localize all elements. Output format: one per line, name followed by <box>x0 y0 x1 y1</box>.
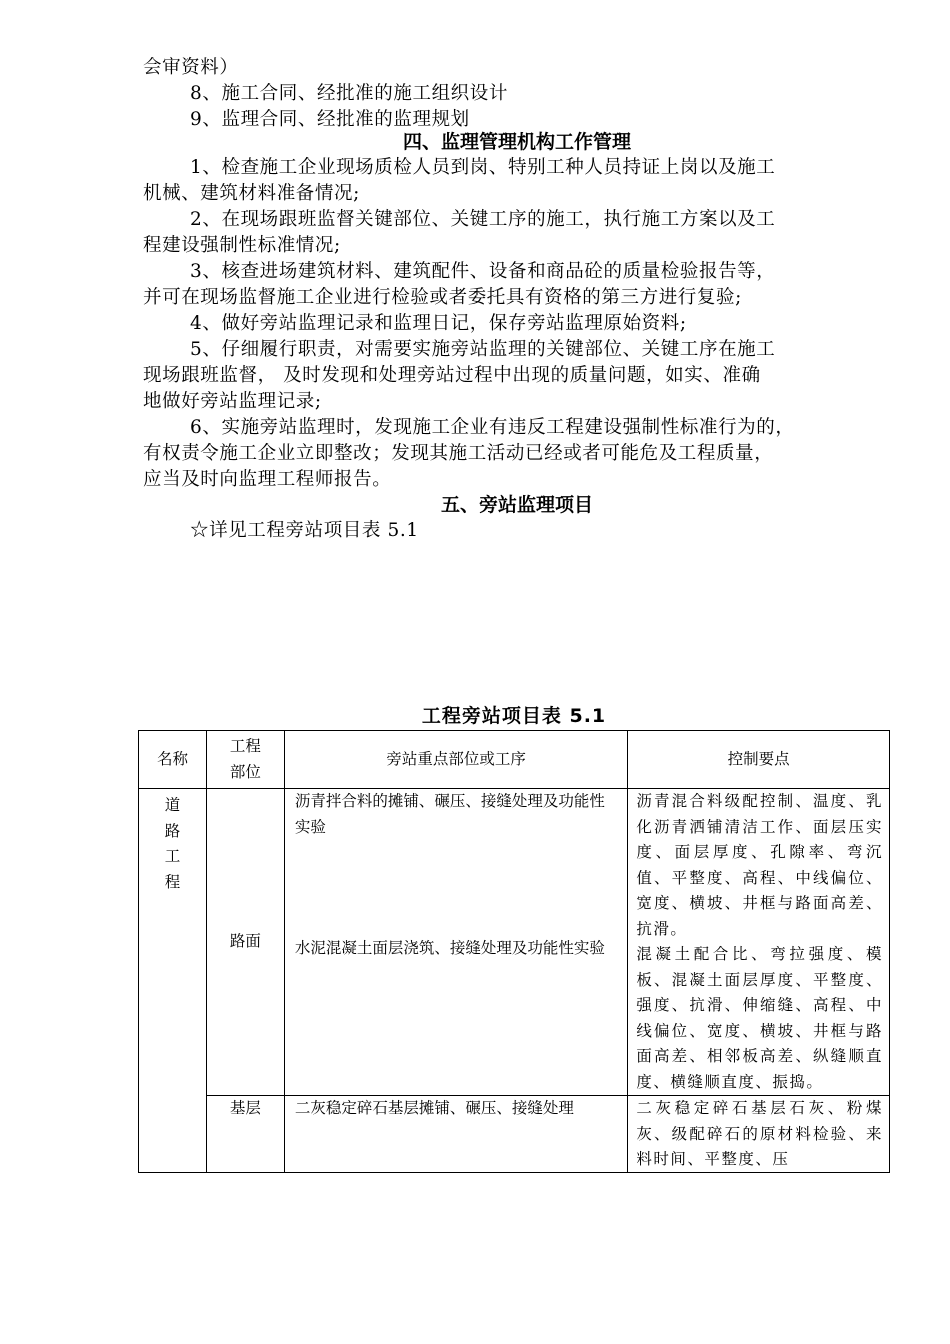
body-line: 2、在现场跟班监督关键部位、关键工序的施工，执行施工方案以及工 <box>190 209 776 230</box>
body-line: 程建设强制性标准情况; <box>143 235 341 256</box>
row-process: 二灰稳定碎石基层摊铺、碾压、接缝处理 <box>284 1096 628 1173</box>
table-row <box>139 789 890 1096</box>
body-line: 现场跟班监督， 及时发现和处理旁站过程中出现的质量问题，如实、准确 <box>143 365 761 386</box>
body-line: 6、实施旁站监理时，发现施工企业有违反工程建设强制性标准行为的， <box>190 417 795 438</box>
process-item: 水泥混凝土面层浇筑、接缝处理及功能性实验 <box>294 939 605 957</box>
header-part: 工程部位 <box>206 731 284 789</box>
body-line: 并可在现场监督施工企业进行检验或者委托具有资格的第三方进行复验; <box>143 287 742 308</box>
row-control <box>628 1096 890 1173</box>
body-line: 有权责令施工企业立即整改；发现其施工活动已经或者可能危及工程质量， <box>143 443 774 464</box>
row-control-cell <box>628 789 890 1096</box>
body-line: 地做好旁站监理记录; <box>143 391 322 412</box>
section-heading: 四、监理管理机构工作管理 <box>402 131 631 153</box>
body-line: 1、检查施工企业现场质检人员到岗、特别工种人员持证上岗以及施工 <box>190 157 776 178</box>
body-line: 应当及时向监理工程师报告。 <box>143 469 392 490</box>
inspection-items-table <box>138 730 890 1173</box>
control-item: 混凝土配合比、弯拉强度、模板、混凝土面层厚度、平整度、强度、抗滑、伸缩缝、高程、中线偏位、宽度、横坡、井框与路面高差、相邻板高差、纵缝顺直度、横缝顺直度、振捣。 <box>636 945 883 1091</box>
row-part: 路面 <box>206 789 284 1096</box>
header-control: 控制要点 <box>628 731 890 789</box>
section-heading: 五、旁站监理项目 <box>440 494 593 516</box>
body-line: 4、做好旁站监理记录和监理日记，保存旁站监理原始资料; <box>190 313 687 334</box>
body-line: 3、核查进场建筑材料、建筑配件、设备和商品砼的质量检验报告等， <box>190 261 776 282</box>
row-name: 道路工程 <box>164 796 181 891</box>
body-line: 机械、建筑材料准备情况; <box>143 183 360 204</box>
header-name: 名称 <box>139 731 207 789</box>
row-name-cell <box>139 789 207 1173</box>
header-process: 旁站重点部位或工序 <box>284 731 628 789</box>
row-process-cell <box>284 789 628 1096</box>
table-title: 工程旁站项目表 5.1 <box>421 705 607 727</box>
process-item: 沥青拌合料的摊铺、碾压、接缝处理及功能性实验 <box>294 792 605 836</box>
table-row <box>139 1096 890 1173</box>
body-line: 8、施工合同、经批准的施工组织设计 <box>190 83 508 104</box>
table-reference-note: ☆详见工程旁站项目表 5.1 <box>190 520 419 541</box>
body-line: 会审资料） <box>143 57 239 78</box>
body-line: 5、仔细履行职责，对需要实施旁站监理的关键部位、关键工序在施工 <box>190 339 776 360</box>
body-line: 9、监理合同、经批准的监理规划 <box>190 109 470 130</box>
control-item: 沥青混合料级配控制、温度、乳化沥青洒铺清洁工作、面层压实度、面层厚度、孔隙率、弯沉值、平整度、高程、中线偏位、宽度、横坡、井框与路面高差、抗滑。 <box>636 792 883 938</box>
control-item: 二灰稳定碎石基层石灰、粉煤灰、级配碎石的原材料检验、来料时间、平整度、压 <box>636 1099 883 1168</box>
row-part: 基层 <box>206 1096 284 1173</box>
table-header-row <box>139 731 890 789</box>
